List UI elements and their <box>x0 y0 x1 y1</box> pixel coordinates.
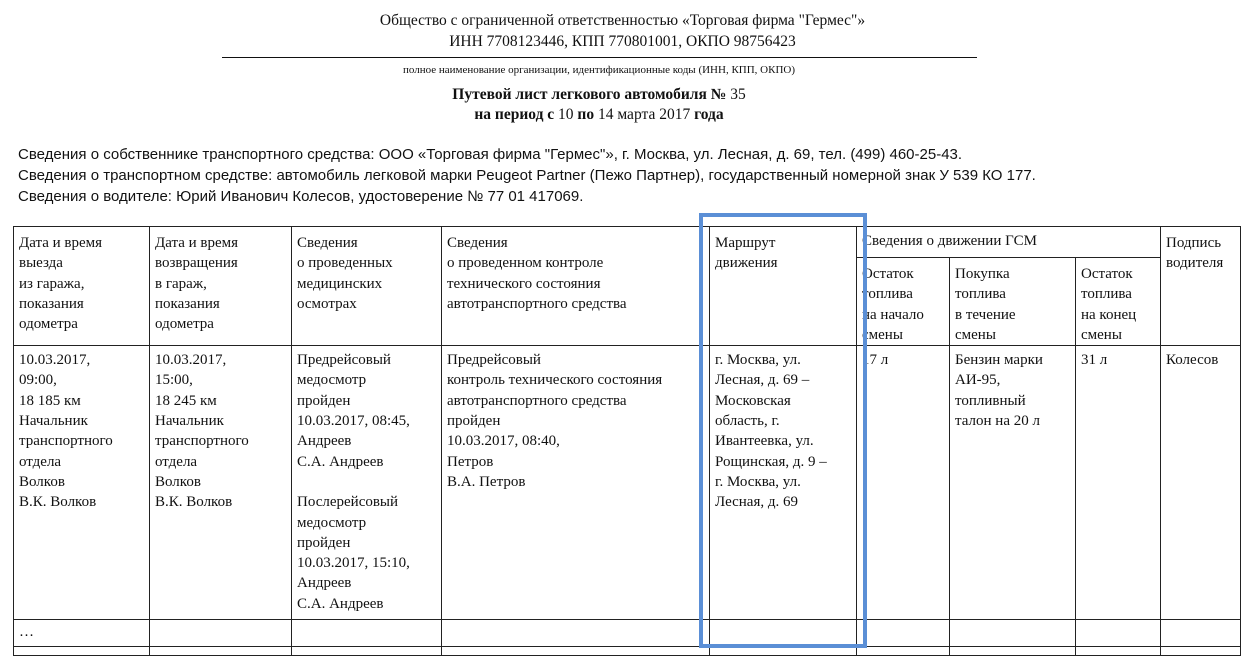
cell-line: 15:00, <box>155 372 193 389</box>
period-suffix: года <box>694 106 724 123</box>
period-date-to: 14 марта 2017 <box>597 106 691 123</box>
cell-line: одометра <box>19 316 78 333</box>
cell-line: Сведения <box>447 235 508 251</box>
cell-line: топлива <box>862 286 913 303</box>
cell-line: Начальник <box>19 413 88 430</box>
cell-line: пройден <box>447 413 501 430</box>
cell-line: 18 185 км <box>19 392 81 409</box>
vehicle-info: Сведения о транспортном средстве: автомобиль легковой марки Peugeot Partner (Пежо Партнер), государственный номерной знак У 539 КО 177. <box>18 167 1036 184</box>
cell-line: о проведенных <box>297 255 393 272</box>
period-date-from: 10 <box>558 106 574 123</box>
cell-line: Остаток <box>1081 266 1133 282</box>
cell-line: Волков <box>19 473 65 490</box>
cell-line: автотранспортного средства <box>447 295 627 312</box>
cell-line: Бензин марки <box>955 352 1043 369</box>
cell-return <box>150 346 292 620</box>
cell-line: топливный <box>955 392 1026 409</box>
cell-line: пройден <box>297 534 351 551</box>
owner-info: Сведения о собственнике транспортного средства: ООО «Торговая фирма "Гермес"», г. Москва, ул. Лесная, д. 69, тел. (499) 460-25-43. <box>18 146 963 163</box>
cell-line: 10.03.2017, <box>155 352 227 369</box>
table-row-continuation <box>14 620 1241 647</box>
continuation-ellipsis: … <box>14 620 150 647</box>
cell-fuel-end: 31 л <box>1076 346 1161 620</box>
cell-line: 10.03.2017, 08:45, <box>297 413 410 430</box>
cell-line: осмотрах <box>297 295 357 312</box>
header-signature <box>1161 227 1241 346</box>
waybill-table <box>13 226 1241 656</box>
cell-line: 10.03.2017, <box>19 352 91 369</box>
table-row <box>14 346 1241 620</box>
cell-line: медосмотр <box>297 372 367 389</box>
cell-line: С.А. Андреев <box>297 595 384 612</box>
cell-fuel-start: 17 л <box>857 346 950 620</box>
cell-line: возвращения <box>155 255 238 272</box>
cell-line: Покупка <box>955 266 1010 282</box>
title-prefix: Путевой лист легкового автомобиля № <box>452 86 727 103</box>
cell-route <box>710 346 857 620</box>
header-technical <box>442 227 710 346</box>
cell-line: о проведенном контроле <box>447 255 604 272</box>
cell-line: Маршрут <box>715 235 776 251</box>
header-fuel-purchase <box>950 258 1076 346</box>
cell-line: технического состояния <box>447 275 601 292</box>
cell-line: выезда <box>19 255 63 272</box>
document-period <box>0 106 1198 124</box>
cell-line: Лесная, д. 69 <box>715 494 798 511</box>
cell-line: Начальник <box>155 413 224 430</box>
cell-line: одометра <box>155 316 214 333</box>
header-fuel-end <box>1076 258 1161 346</box>
cell-line: в течение <box>955 306 1016 323</box>
cell-line: автотранспортного средства <box>447 392 627 409</box>
cell-line: В.А. Петров <box>447 473 526 490</box>
organization-caption: полное наименование организации, идентификационные коды (ИНН, КПП, ОКПО) <box>402 64 795 76</box>
cell-line: 10.03.2017, 08:40, <box>447 433 560 450</box>
cell-line: на конец <box>1081 306 1137 323</box>
cell-line: топлива <box>955 286 1006 303</box>
cell-line: Московская <box>715 392 791 409</box>
cell-line: смены <box>862 326 903 343</box>
cell-line: Дата и время <box>19 235 103 251</box>
cell-line: Остаток <box>862 266 914 282</box>
waybill-number: 35 <box>730 86 746 103</box>
cell-line: В.К. Волков <box>19 494 97 511</box>
cell-line: Дата и время <box>155 235 239 251</box>
cell-line: Рощинская, д. 9 – <box>715 453 827 470</box>
cell-line: С.А. Андреев <box>297 453 384 470</box>
cell-line: отдела <box>19 453 62 470</box>
cell-departure <box>14 346 150 620</box>
cell-line: Послерейсовый <box>297 494 399 511</box>
cell-line: Сведения <box>297 235 358 251</box>
cell-line: показания <box>19 295 84 312</box>
cell-line: Андреев <box>297 433 352 450</box>
cell-line: Петров <box>447 453 494 470</box>
cell-line: на начало <box>862 306 924 323</box>
cell-line: медицинских <box>297 275 383 292</box>
header-fuel-start <box>857 258 950 346</box>
table-row-next <box>14 647 1241 656</box>
cell-fuel-purchase <box>950 346 1076 620</box>
cell-line: область, г. <box>715 413 780 430</box>
organization-name: Общество с ограниченной ответственностью «Торговая фирма "Гермес"» <box>379 12 866 29</box>
period-mid: по <box>577 106 595 123</box>
cell-line: контроль технического состояния <box>447 372 663 389</box>
cell-line: г. Москва, ул. <box>715 352 801 369</box>
cell-line: 18 245 км <box>155 392 217 409</box>
cell-line: талон на 20 л <box>955 413 1040 430</box>
header-return <box>150 227 292 346</box>
cell-line: Подпись <box>1166 235 1222 251</box>
organization-codes: ИНН 7708123446, КПП 770801001, ОКПО 98756423 <box>449 33 796 50</box>
header-departure <box>14 227 150 346</box>
cell-line: Ивантеевка, ул. <box>715 433 814 450</box>
cell-line: Предрейсовый <box>297 352 391 369</box>
cell-line: из гаража, <box>19 275 85 292</box>
cell-technical <box>442 346 710 620</box>
cell-line: 10.03.2017, 15:10, <box>297 555 410 572</box>
cell-medical <box>292 346 442 620</box>
document-title <box>0 86 1198 104</box>
cell-line: медосмотр <box>297 514 367 531</box>
cell-line: отдела <box>155 453 198 470</box>
cell-line: АИ-95, <box>955 372 1001 389</box>
cell-line: движения <box>715 255 778 272</box>
cell-line: транспортного <box>19 433 113 450</box>
signature-rule <box>222 57 977 58</box>
cell-line: 09:00, <box>19 372 57 389</box>
cell-line: Андреев <box>297 575 352 592</box>
cell-line: водителя <box>1166 255 1224 272</box>
cell-line: смены <box>955 326 996 343</box>
cell-line: В.К. Волков <box>155 494 233 511</box>
cell-line: Лесная, д. 69 – <box>715 372 810 389</box>
header-fuel-group: Сведения о движении ГСМ <box>857 227 1161 258</box>
cell-line: транспортного <box>155 433 249 450</box>
cell-line: показания <box>155 295 220 312</box>
cell-line: в гараж, <box>155 275 207 292</box>
header-medical <box>292 227 442 346</box>
cell-line <box>297 472 437 492</box>
cell-line: г. Москва, ул. <box>715 473 801 490</box>
cell-line: топлива <box>1081 286 1132 303</box>
cell-line: смены <box>1081 326 1122 343</box>
cell-line: Волков <box>155 473 201 490</box>
cell-signature: Колесов <box>1161 346 1241 620</box>
cell-line: Предрейсовый <box>447 352 541 369</box>
driver-info: Сведения о водителе: Юрий Иванович Колесов, удостоверение № 77 01 417069. <box>18 188 584 205</box>
header-route <box>710 227 857 346</box>
cell-line: пройден <box>297 392 351 409</box>
period-prefix: на период с <box>474 106 555 123</box>
